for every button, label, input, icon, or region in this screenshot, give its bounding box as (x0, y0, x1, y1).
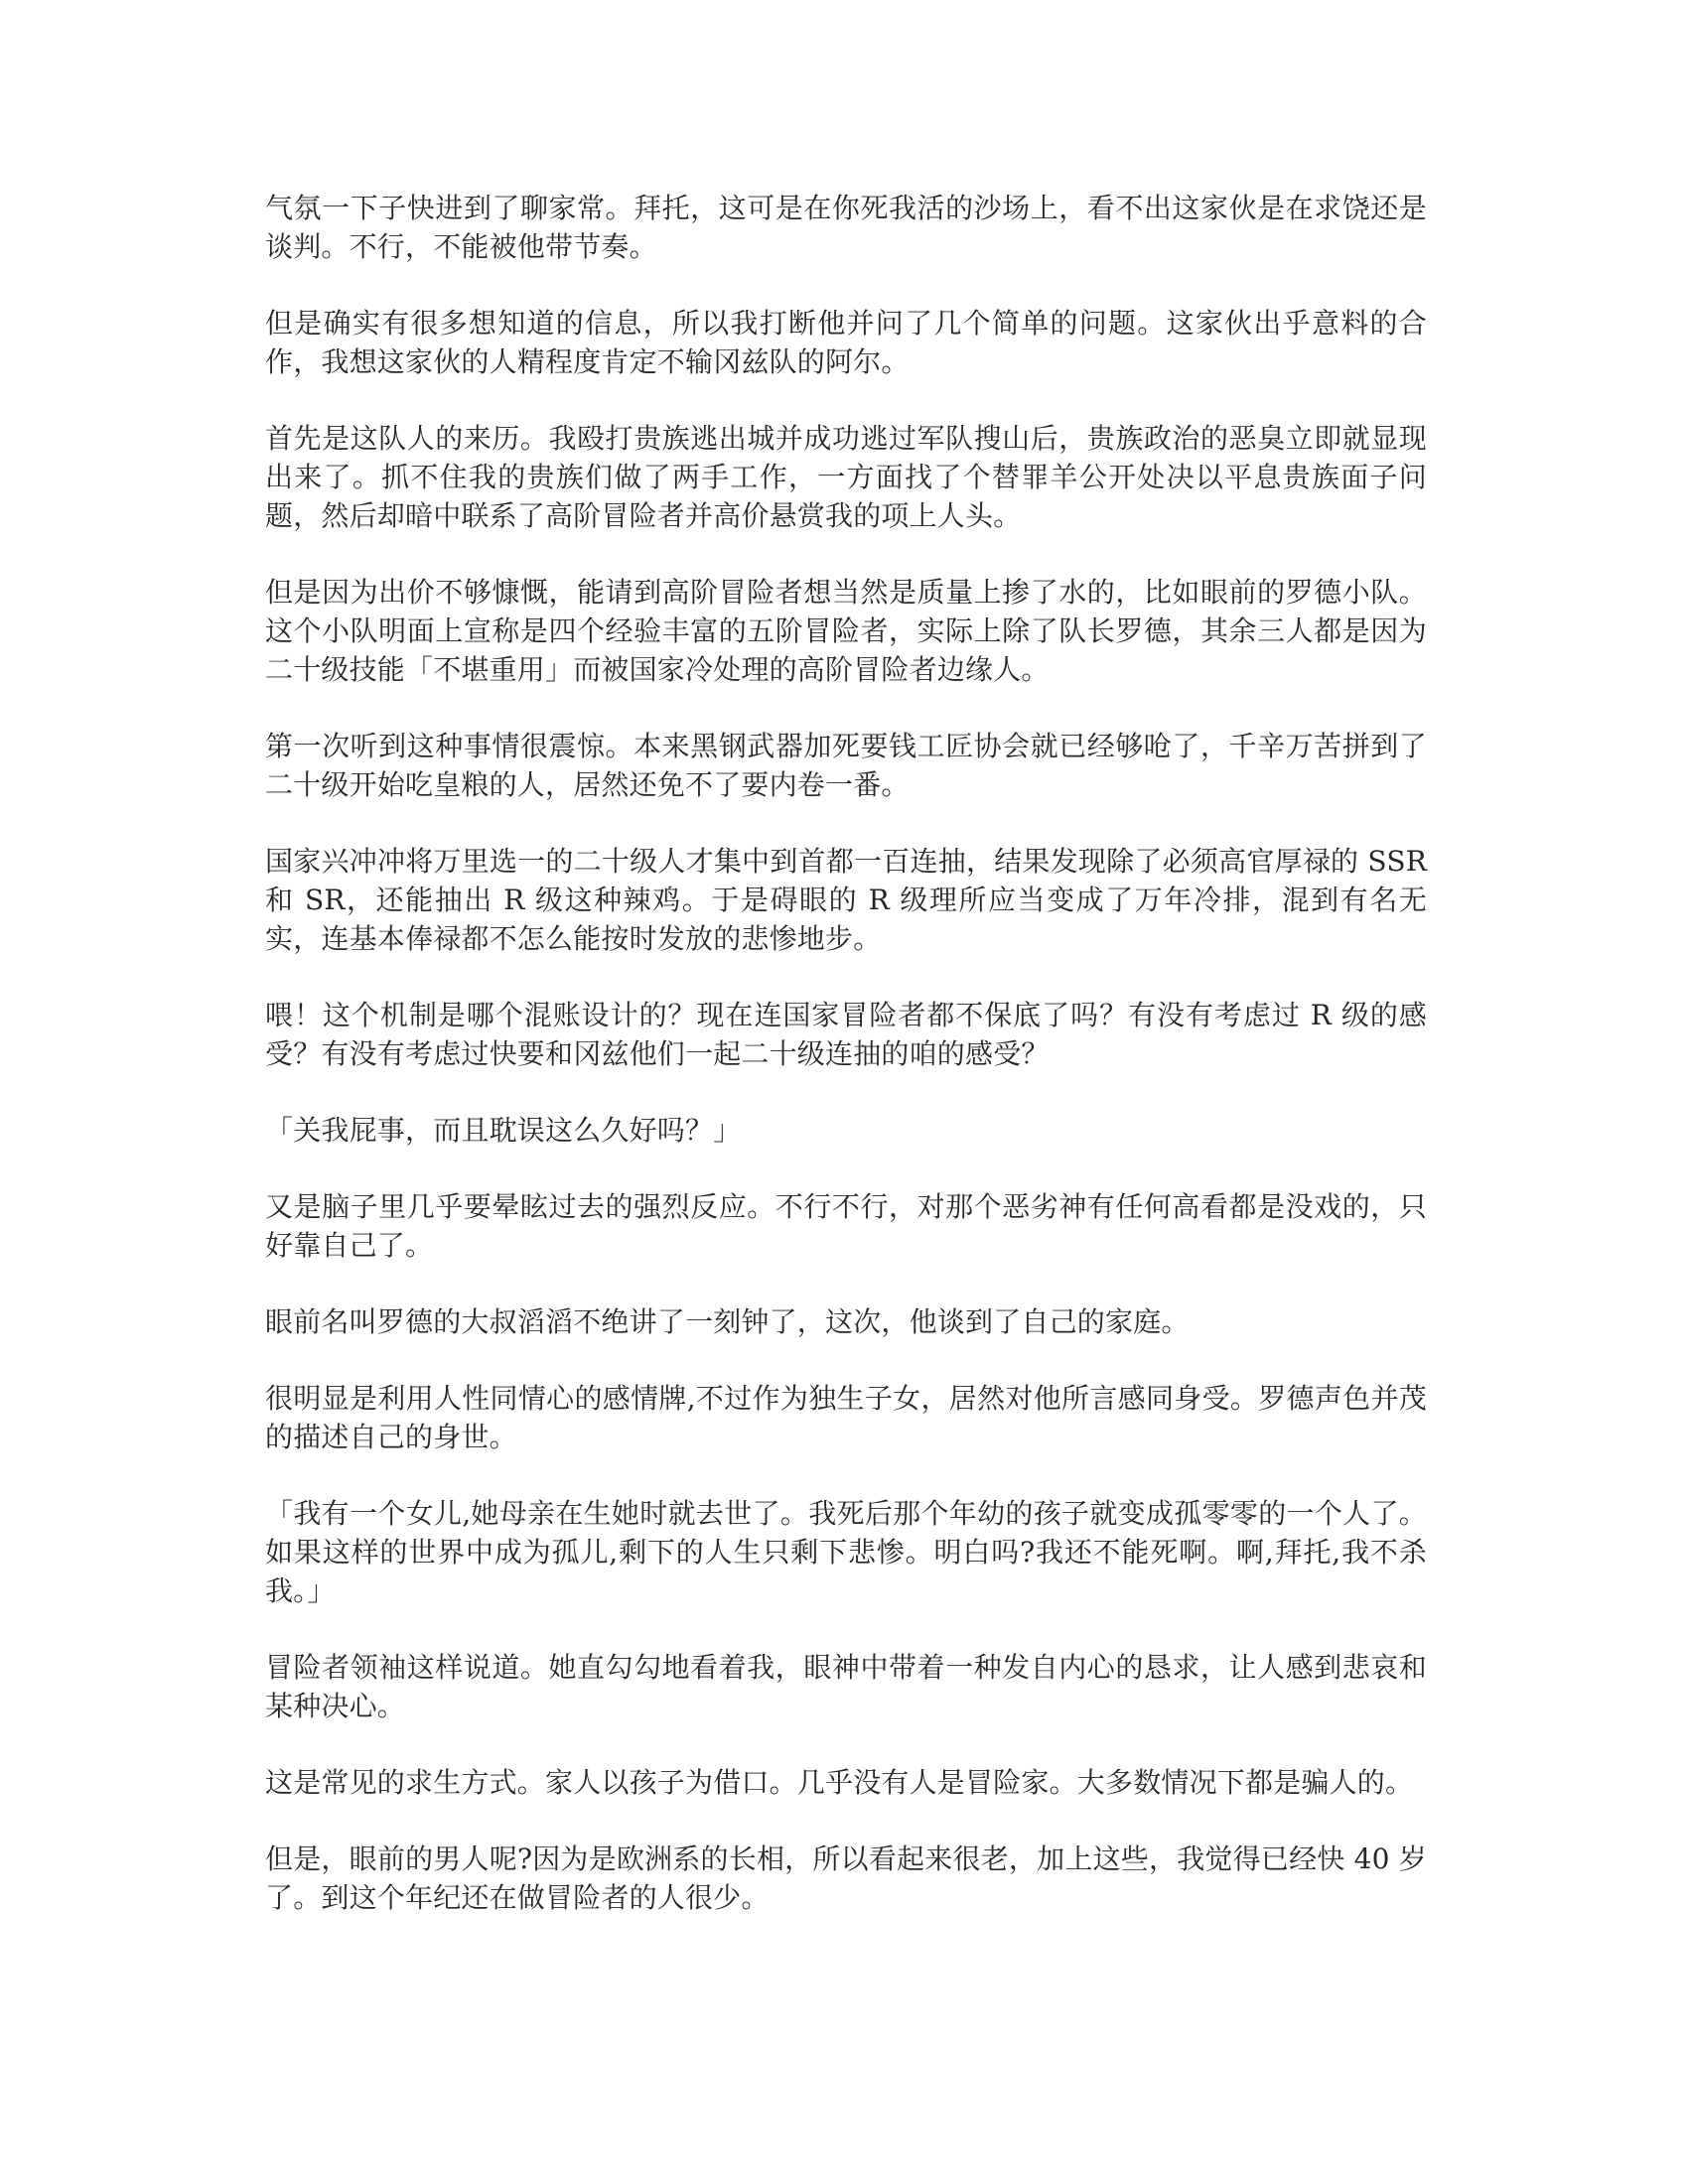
paragraph: 这是常见的求生方式。家人以孩子为借口。几乎没有人是冒险家。大多数情况下都是骗人的。 (265, 1766, 1414, 1799)
paragraph: 但是，眼前的男人呢?因为是欧洲系的长相，所以看起来很老，加上这些，我觉得已经快 40 岁了。到这个年纪还在做冒险者的人很少。 (265, 1843, 1427, 1914)
paragraph: 但是因为出价不够慷慨，能请到高阶冒险者想当然是质量上掺了水的，比如眼前的罗德小队。这个小队明面上宣称是四个经验丰富的五阶冒险者，实际上除了队长罗德，其余三人都是因为二十级技能「不堪重用」而被国家冷处理的高阶冒险者边缘人。 (265, 576, 1427, 686)
paragraph: 喂！这个机制是哪个混账设计的？现在连国家冒险者都不保底了吗？有没有考虑过 R 级的感受？有没有考虑过快要和冈兹他们一起二十级连抽的咱的感受？ (265, 999, 1427, 1070)
dialogue-paragraph: 「关我屁事，而且耽误这么久好吗？」 (265, 1114, 742, 1147)
text-body (265, 189, 1427, 1955)
paragraph: 第一次听到这种事情很震惊。本来黑钢武器加死要钱工匠协会就已经够呛了，千辛万苦拼到了二十级开始吃皇粮的人，居然还免不了要内卷一番。 (265, 730, 1427, 801)
paragraph: 气氛一下子快进到了聊家常。拜托，这可是在你死我活的沙场上，看不出这家伙是在求饶还是谈判。不行，不能被他带节奏。 (265, 192, 1427, 263)
paragraph: 又是脑子里几乎要晕眩过去的强烈反应。不行不行，对那个恶劣神有任何高看都是没戏的，只好靠自己了。 (265, 1190, 1427, 1262)
paragraph: 国家兴冲冲将万里选一的二十级人才集中到首都一百连抽，结果发现除了必须高官厚禄的 SSR 和 SR，还能抽出 R 级这种辣鸡。于是碍眼的 R 级理所应当变成了万年冷排，混到有名无实，连基本俸禄都不怎么能按时发放的悲惨地步。 (265, 845, 1427, 955)
paragraph: 首先是这队人的来历。我殴打贵族逃出城并成功逃过军队搜山后，贵族政治的恶臭立即就显现出来了。抓不住我的贵族们做了两手工作，一方面找了个替罪羊公开处决以平息贵族面子问题，然后却暗中联系了高阶冒险者并高价悬赏我的项上人头。 (265, 422, 1427, 532)
paragraph: 但是确实有很多想知道的信息，所以我打断他并问了几个简单的问题。这家伙出乎意料的合作，我想这家伙的人精程度肯定不输冈兹队的阿尔。 (265, 307, 1427, 378)
paragraph: 冒险者领袖这样说道。她直勾勾地看着我，眼神中带着一种发自内心的恳求，让人感到悲哀和某种决心。 (265, 1651, 1427, 1722)
paragraph: 眼前名叫罗德的大叔滔滔不绝讲了一刻钟了，这次，他谈到了自己的家庭。 (265, 1305, 1190, 1338)
dialogue-paragraph: 「我有一个女儿,她母亲在生她时就去世了。我死后那个年幼的孩子就变成孤零零的一个人了。如果这样的世界中成为孤儿,剩下的人生只剩下悲惨。明白吗?我还不能死啊。啊,拜托,我不杀我。」 (265, 1497, 1427, 1607)
paragraph: 很明显是利用人性同情心的感情牌,不过作为独生子女，居然对他所言感同身受。罗德声色并茂的描述自己的身世。 (265, 1382, 1427, 1453)
